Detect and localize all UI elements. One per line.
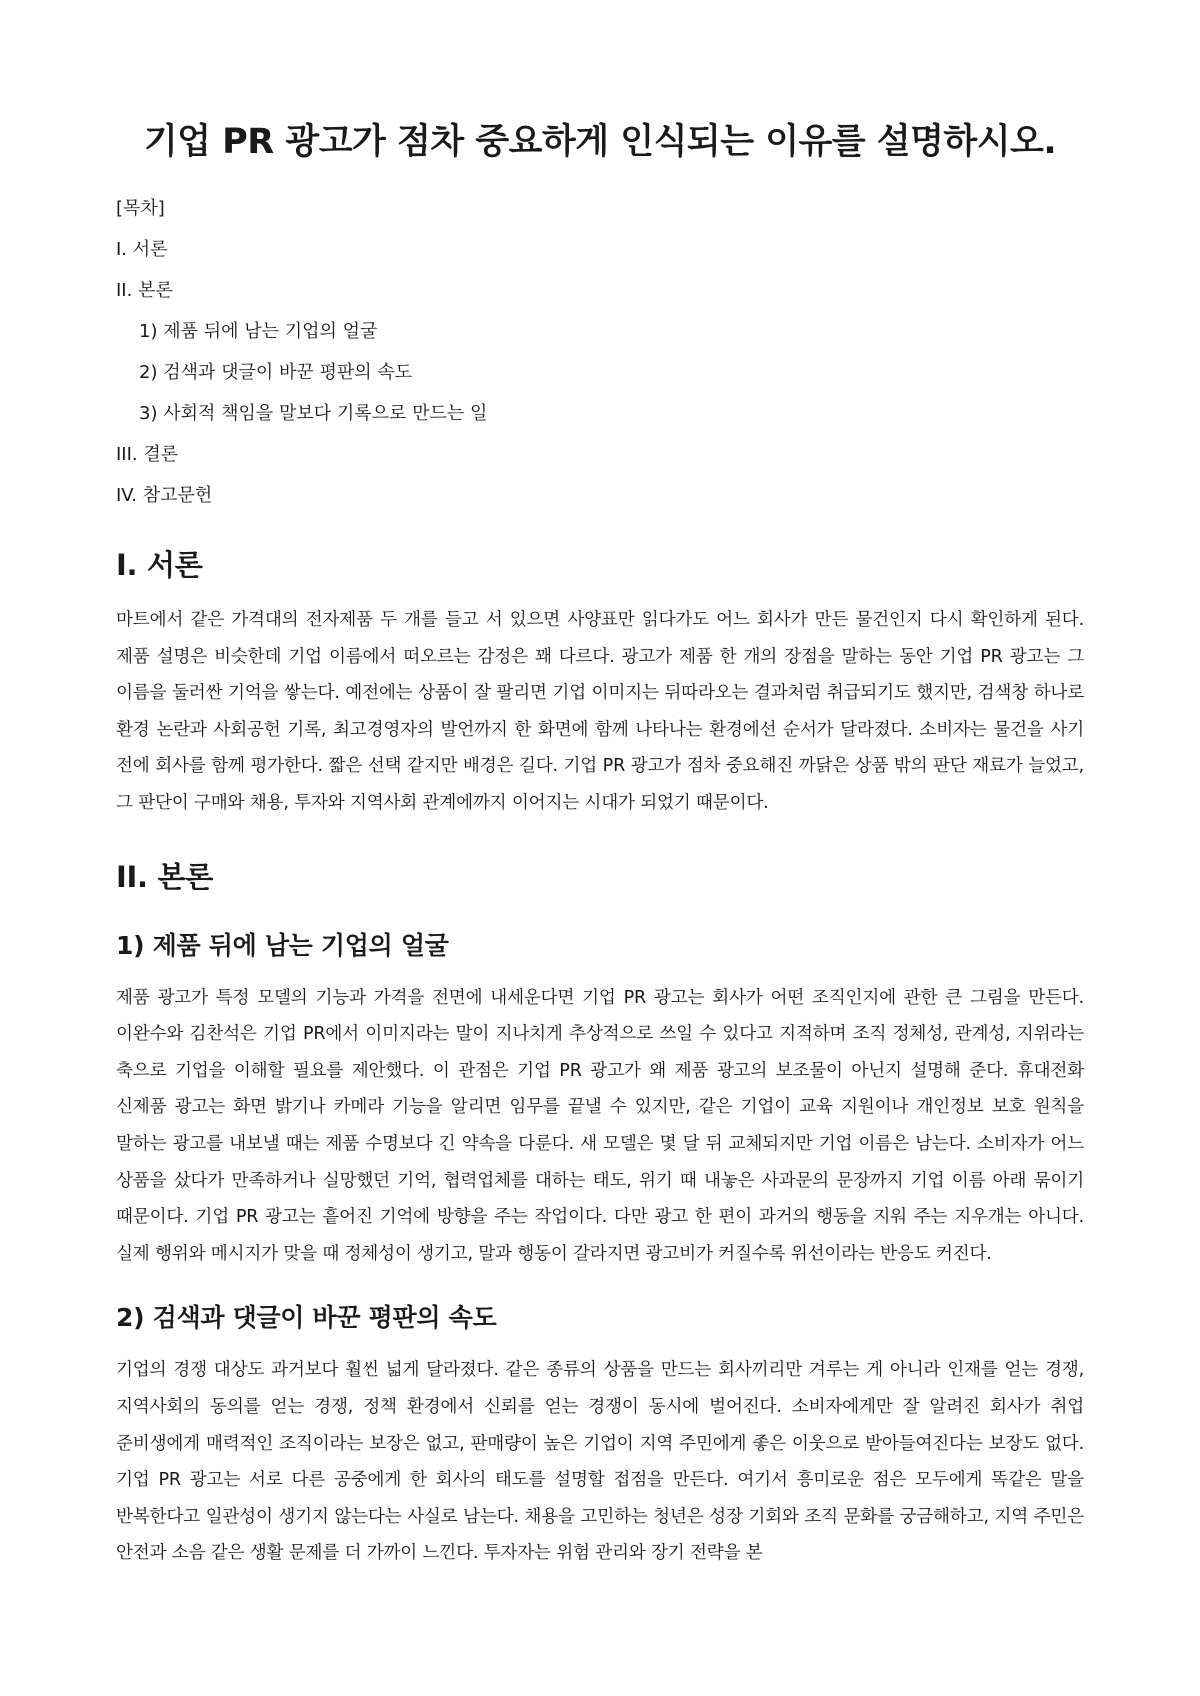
body-subsection-2 bbox=[116, 1300, 1084, 1572]
intro-heading: I. 서론 bbox=[116, 548, 203, 582]
subsection-2-paragraph: 기업의 경쟁 대상도 과거보다 훨씬 넓게 달라졌다. 같은 종류의 상품을 만드는 회사끼리만 겨루는 게 아니라 인재를 얻는 경쟁, 지역사회의 동의를 얻는 경쟁, 정책 환경에서 신뢰를 얻는 경쟁이 동시에 벌어진다. 소비자에게만 잘 알려진 회사가 취업 준비생에게 매력적인 조직이라는 보장은 없고, 판매량이 높은 기업이 지역 주민에게 좋은 이웃으로 받아들여진다는 보장도 없다. 기업 PR 광고는 서로 다른 공중에게 한 회사의 태도를 설명할 접점을 만든다. 여기서 흥미로운 점은 모두에게 똑같은 말을 반복한다고 일관성이 생기지 않는다는 사실로 남는다. 채용을 고민하는 청년은 성장 기회와 조직 문화를 궁금해하고, 지역 주민은 안전과 소음 같은 생활 문제를 더 가까이 느낀다. 투자자는 위험 관리와 장기 전략을 본 bbox=[116, 1360, 1084, 1564]
subsection-1-heading: 1) 제품 뒤에 남는 기업의 얼굴 bbox=[116, 930, 449, 960]
toc-item-references: IV. 참고문헌 bbox=[116, 485, 213, 506]
subsection-2-heading: 2) 검색과 댓글이 바꾼 평판의 속도 bbox=[116, 1303, 497, 1333]
toc-item-body-3: 3) 사회적 책임을 말보다 기록으로 만드는 일 bbox=[139, 403, 488, 424]
document-title: 기업 PR 광고가 점차 중요하게 인식되는 이유를 설명하시오. bbox=[143, 122, 1057, 162]
toc-item-body: II. 본론 bbox=[116, 280, 173, 301]
subsection-1-paragraph: 제품 광고가 특정 모델의 기능과 가격을 전면에 내세운다면 기업 PR 광고는 회사가 어떤 조직인지에 관한 큰 그림을 만든다. 이완수와 김찬석은 기업 PR에서 이미지라는 말이 지나치게 추상적으로 쓰일 수 있다고 지적하며 조직 정체성, 관계성, 지위라는 축으로 기업을 이해할 필요를 제안했다. 이 관점은 기업 PR 광고가 왜 제품 광고의 보조물이 아닌지 설명해 준다. 휴대전화 신제품 광고는 화면 밝기나 카메라 기능을 알리면 임무를 끝낼 수 있지만, 같은 기업이 교육 지원이나 개인정보 보호 원칙을 말하는 광고를 내보낼 때는 제품 수명보다 긴 약속을 다룬다. 새 모델은 몇 달 뒤 교체되지만 기업 이름은 남는다. 소비자가 어느 상품을 샀다가 만족하거나 실망했던 기억, 협력업체를 대하는 태도, 위기 때 내놓은 사과문의 문장까지 기업 이름 아래 묶이기 때문이다. 기업 PR 광고는 흩어진 기억에 방향을 주는 작업이다. 다만 광고 한 편이 과거의 행동을 지워 주는 지우개는 아니다. 실제 행위와 메시지가 맞을 때 정체성이 생기고, 말과 행동이 갈라지면 광고비가 커질수록 위선이라는 반응도 커진다. bbox=[116, 987, 1084, 1264]
toc-heading: [목차] bbox=[116, 198, 165, 219]
body-subsection-1 bbox=[116, 928, 1084, 1273]
body-heading: II. 본론 bbox=[116, 859, 213, 894]
toc-item-body-2: 2) 검색과 댓글이 바꾼 평판의 속도 bbox=[139, 362, 413, 383]
intro-section bbox=[116, 544, 1084, 822]
toc-item-intro: I. 서론 bbox=[116, 239, 168, 260]
toc-item-body-1: 1) 제품 뒤에 남는 기업의 얼굴 bbox=[139, 321, 378, 342]
table-of-contents bbox=[116, 188, 1084, 516]
body-section bbox=[116, 856, 1084, 1572]
intro-paragraph: 마트에서 같은 가격대의 전자제품 두 개를 들고 서 있으면 사양표만 읽다가도 어느 회사가 만든 물건인지 다시 확인하게 된다. 제품 설명은 비슷한데 기업 이름에서 떠오르는 감정은 꽤 다르다. 광고가 제품 한 개의 장점을 말하는 동안 기업 PR 광고는 그 이름을 둘러싼 기억을 쌓는다. 예전에는 상품이 잘 팔리면 기업 이미지는 뒤따라오는 결과처럼 취급되기도 했지만, 검색창 하나로 환경 논란과 사회공헌 기록, 최고경영자의 발언까지 한 화면에 함께 나타나는 환경에선 순서가 달라졌다. 소비자는 물건을 사기 전에 회사를 함께 평가한다. 짧은 선택 같지만 배경은 길다. 기업 PR 광고가 점차 중요해진 까닭은 상품 밖의 판단 재료가 늘었고, 그 판단이 구매와 채용, 투자와 지역사회 관계에까지 이어지는 시대가 되었기 때문이다. bbox=[116, 610, 1084, 813]
toc-item-conclusion: III. 결론 bbox=[116, 444, 179, 465]
